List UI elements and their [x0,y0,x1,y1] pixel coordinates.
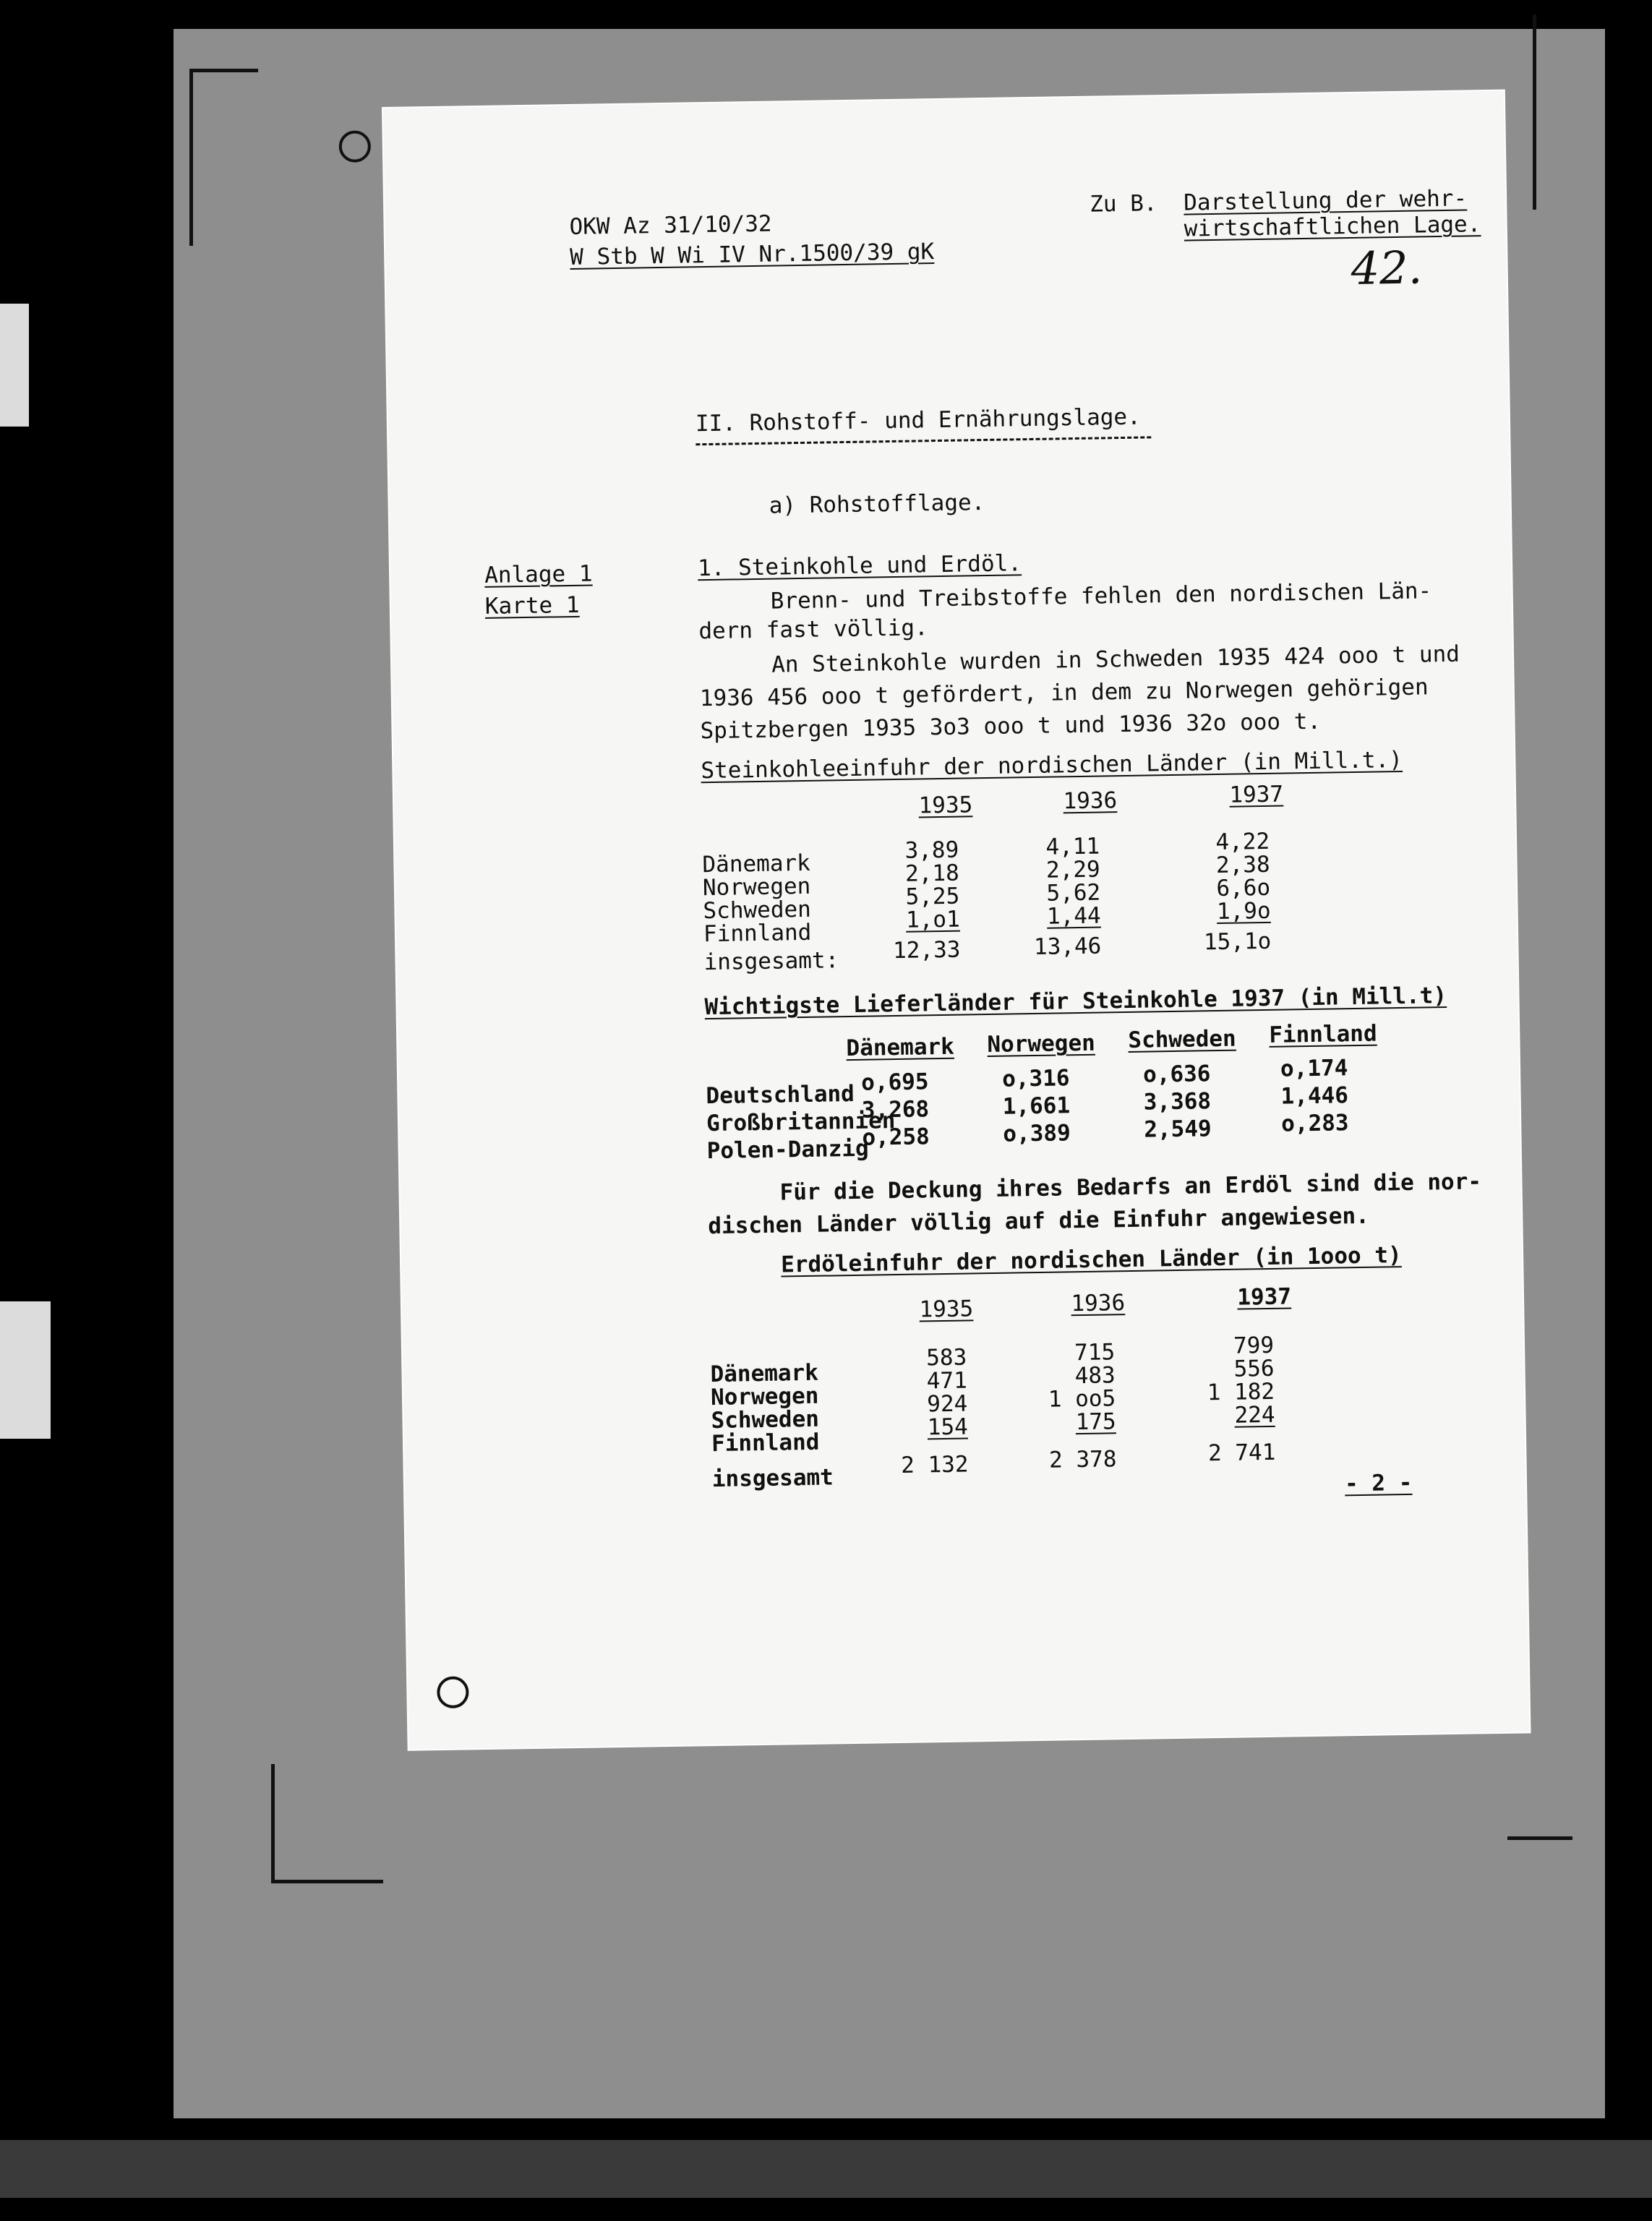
table-cell: 924 [926,1390,968,1418]
country-label: Schweden [711,1405,820,1434]
table-cell: 1 182 [1207,1378,1275,1406]
total-cell: 12,33 [892,936,961,964]
total-label: insgesamt [711,1464,834,1493]
table-cell: 1,o1 [905,906,960,933]
country-label: Polen-Danzig [706,1135,869,1165]
country-label: Finnland [711,1429,820,1458]
year-header: 1935 [918,792,973,819]
table-cell: 224 [1234,1401,1275,1429]
year-header: 1937 [1229,781,1284,808]
country-label: Norwegen [710,1382,819,1411]
country-label: Großbritannien [706,1108,896,1137]
crop-mark-top-left [189,69,258,246]
table-cell: 2,29 [1045,856,1100,883]
year-header: 1935 [919,1296,974,1323]
table-cell: 2,38 [1215,851,1270,879]
table-cell: 483 [1074,1362,1116,1390]
table-cell: 154 [927,1413,969,1441]
page-footer: - 2 - [1344,1469,1413,1497]
margin-note-karte: Karte 1 [484,591,580,620]
paragraph2-line1: An Steinkohle wurden in Schweden 1935 424 ooo t und [771,641,1460,678]
handwritten-page-mark: 42. [1351,241,1423,295]
zu-label: Zu B. [1089,190,1157,218]
column-header: Norwegen [987,1030,1096,1058]
table-cell: 3,89 [904,836,959,864]
table-cell: 3,268 [861,1096,930,1124]
table-title: Erdöleinfuhr der nordischen Länder (in 1ooo t) [780,1242,1402,1278]
column-header: Schweden [1128,1025,1236,1053]
subject-line-1: Darstellung der wehr- [1183,185,1468,216]
section-title-rule [696,436,1151,445]
table-cell: o,174 [1280,1055,1348,1082]
paragraph2-line3: Spitzbergen 1935 3o3 ooo t und 1936 32o ooo t. [700,708,1322,745]
paragraph2-line2: 1936 456 ooo t gefördert, in dem zu Norwegen gehörigen [699,674,1429,712]
film-edge-strip [0,2140,1652,2198]
year-header: 1936 [1071,1290,1126,1317]
table-cell: 1,661 [1002,1092,1071,1120]
total-label: insgesamt: [703,947,839,976]
table-cell: 5,25 [905,883,960,910]
total-cell: 2 132 [900,1451,969,1478]
table-title: Wichtigste Lieferländer für Steinkohle 1937 (in Mill.t) [704,983,1447,1021]
table-cell: 471 [926,1367,968,1395]
table-cell: 2,549 [1144,1116,1212,1143]
paragraph3-line1: Für die Deckung ihres Bedarfs an Erdöl sind die nor- [779,1168,1482,1206]
crop-mark-top-right [1533,14,1544,210]
point-title: 1. Steinkohle und Erdöl. [697,550,1022,582]
table-cell: o,283 [1280,1110,1349,1137]
table-cell: 5,62 [1046,879,1101,907]
left-edge-tab-top [0,304,29,427]
table-cell: 4,22 [1215,828,1270,856]
total-cell: 13,46 [1033,933,1102,961]
document-page [383,91,1529,1750]
margin-note-anlage: Anlage 1 [484,560,593,589]
table-cell: 4,11 [1045,833,1100,860]
table-cell: 1,446 [1280,1082,1349,1110]
table-cell: 2,18 [904,860,959,887]
subject-line-2: wirtschaftlichen Lage. [1184,211,1481,242]
section-title: II. Rohstoff- und Ernährungslage. [695,403,1142,437]
country-label: Dänemark [710,1359,819,1388]
table-cell: o,636 [1142,1061,1211,1088]
column-header: Dänemark [846,1033,955,1062]
table-cell: 3,368 [1143,1088,1212,1116]
total-cell: 2 741 [1207,1439,1276,1467]
table-cell: o,258 [862,1124,930,1151]
subsection-title: a) Rohstofflage. [769,489,985,519]
crop-mark-bottom-left [271,1764,383,1883]
paragraph1-line2: dern fast völlig. [698,615,928,645]
table-cell: o,316 [1001,1065,1070,1092]
year-header: 1936 [1063,787,1118,815]
crop-mark-right [1507,1836,1572,1847]
column-header: Finnland [1269,1020,1377,1048]
paragraph3-line2: dischen Länder völlig auf die Einfuhr angewiesen. [708,1202,1370,1240]
table-cell: 1,44 [1046,902,1101,930]
paragraph1-line1: Brenn- und Treibstoffe fehlen den nordischen Län- [770,578,1432,615]
country-label: Dänemark [702,850,811,878]
table-cell: 1,9o [1216,897,1271,925]
table-cell: 556 [1233,1355,1275,1382]
table-cell: 799 [1233,1332,1275,1359]
table-cell: 6,6o [1216,874,1271,902]
table-cell: 175 [1075,1408,1116,1436]
table-cell: 715 [1074,1339,1116,1366]
reference-line-1: OKW Az 31/10/32 [569,210,772,240]
total-cell: 2 378 [1048,1446,1117,1473]
table-cell: o,389 [1003,1120,1071,1147]
table-cell: 583 [925,1344,967,1371]
country-label: Deutschland [706,1080,855,1110]
country-label: Norwegen [702,873,811,902]
total-cell: 15,1o [1203,928,1272,956]
table-cell: o,695 [860,1069,929,1096]
table-cell: 1 oo5 [1048,1385,1116,1413]
country-label: Schweden [703,896,812,925]
table-title: Steinkohleeinfuhr der nordischen Länder (in Mill.t.) [701,746,1403,784]
country-label: Finnland [703,919,812,948]
left-edge-tab-bottom [0,1301,51,1439]
reference-line-2: W Stb W Wi IV Nr.1500/39 gK [569,239,935,270]
punch-hole [437,1676,469,1708]
year-header: 1937 [1237,1283,1292,1311]
